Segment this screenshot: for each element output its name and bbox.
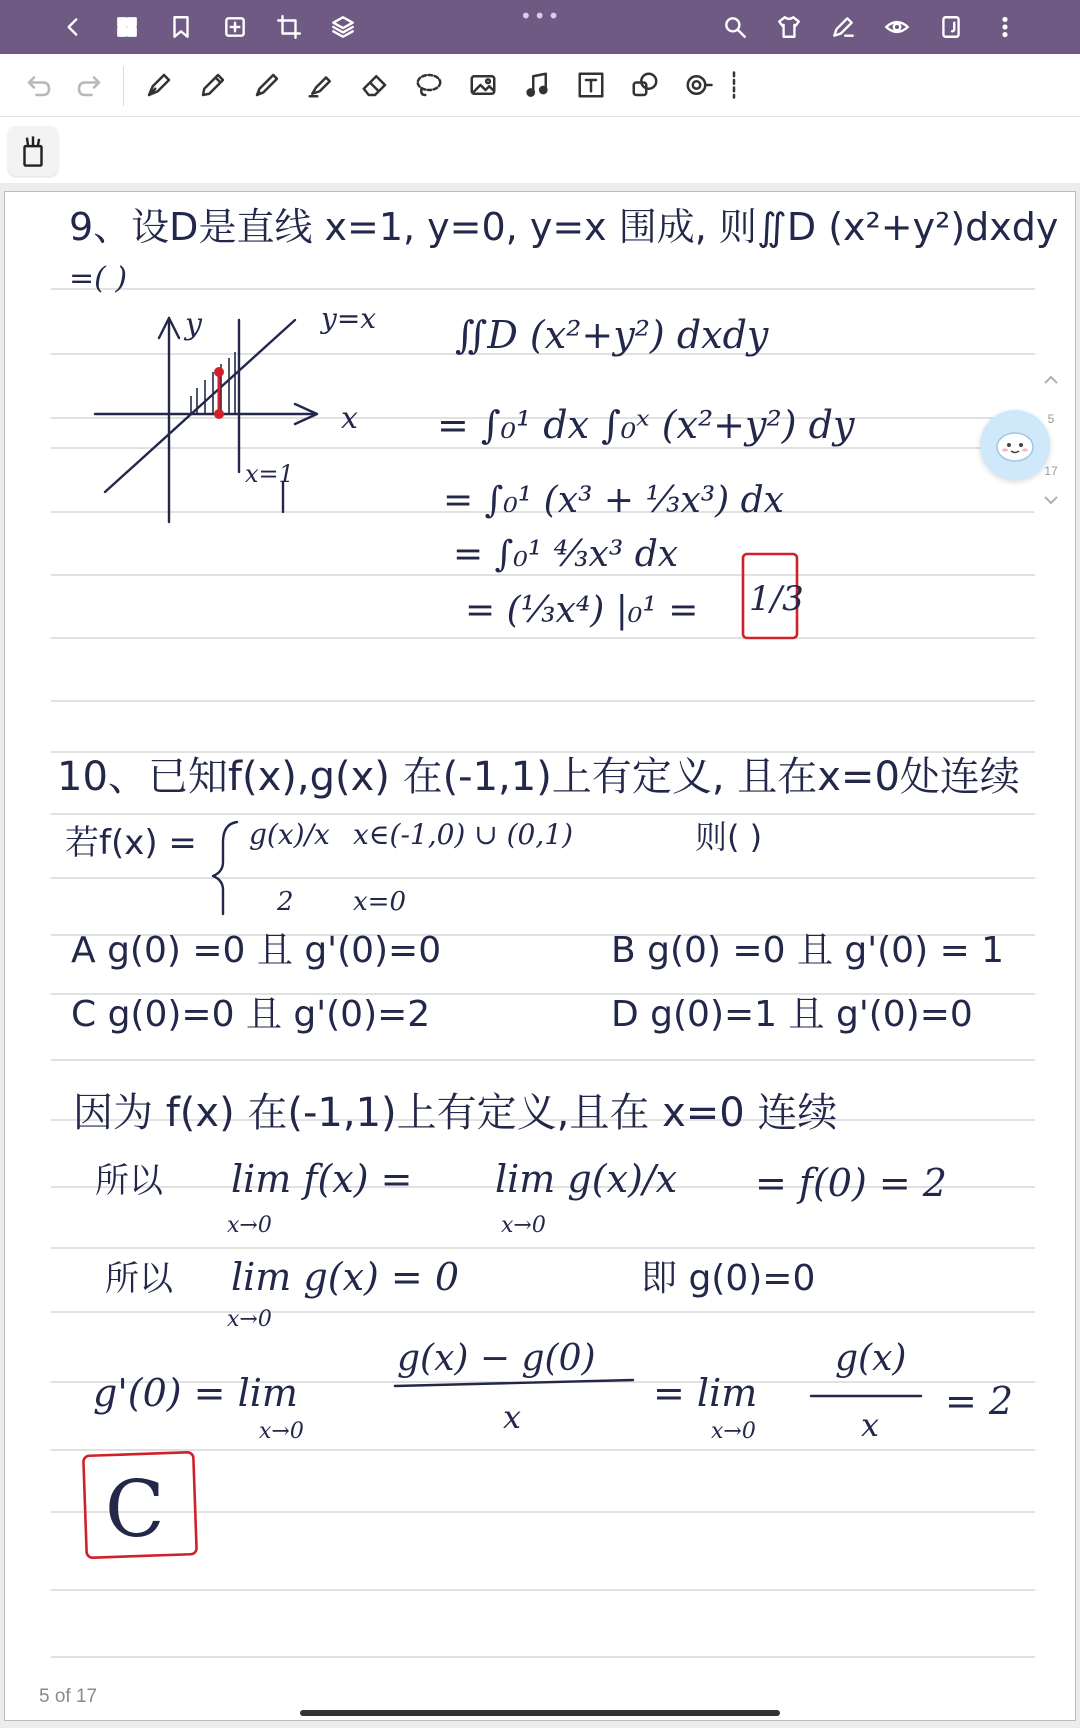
sol-line2-d: = f(0) = 2 (755, 1161, 947, 1205)
shirt-icon[interactable] (770, 8, 808, 46)
eye-icon[interactable] (878, 8, 916, 46)
sol-line2-sub2: x→0 (501, 1213, 546, 1238)
q10-case2-cond: x=0 (353, 887, 406, 917)
bookmark-icon[interactable] (162, 8, 200, 46)
tape-icon[interactable] (678, 64, 720, 106)
note-page[interactable] (4, 191, 1076, 1721)
q9-prompt: 9、设D是直线 x=1, y=0, y=x 围成, 则∬D (x²+y²)dxdy (69, 205, 1059, 249)
graph-line-label: y=x (321, 302, 377, 335)
q10-option-b: B g(0) =0 且 g'(0) = 1 (611, 930, 1005, 971)
search-icon[interactable] (716, 8, 754, 46)
q10-line2-prefix: 若f(x) = (65, 823, 197, 863)
graph-y-label: y (185, 307, 202, 342)
sol-line4-a: g'(0) = lim (93, 1371, 298, 1415)
q9-step5: = (⅓x⁴) |₀¹ = (465, 590, 699, 631)
final-answer: C (105, 1465, 165, 1555)
toolbar-divider (123, 66, 124, 106)
sol-line2-a: 所以 (95, 1161, 163, 1201)
q9-answer: 1/3 (749, 579, 804, 619)
eraser-icon[interactable] (354, 64, 396, 106)
page-counter: 5 of 17 (39, 1686, 98, 1707)
pencil-icon[interactable] (192, 64, 234, 106)
back-icon[interactable] (54, 8, 92, 46)
sol-line4-den2: x (861, 1406, 880, 1444)
highlighter-icon[interactable] (300, 64, 342, 106)
q10-line1: 10、已知f(x),g(x) 在(-1,1)上有定义, 且在x=0处连续 (57, 754, 1020, 800)
grid-icon[interactable] (108, 8, 146, 46)
sol-line3-sub: x→0 (227, 1307, 272, 1332)
sol-line3-a: 所以 (105, 1259, 173, 1299)
assistant-bubble-icon[interactable] (980, 410, 1050, 480)
q9-step4: = ∫₀¹ ⁴⁄₃x³ dx (453, 534, 679, 575)
scroller-current: 5 (1047, 412, 1055, 426)
home-indicator[interactable] (300, 1710, 780, 1716)
pen-holder-icon[interactable] (8, 126, 58, 176)
fraction-bar-1 (395, 1380, 633, 1386)
sol-line2-c: lim g(x)/x (495, 1157, 678, 1201)
sol-line4-num: g(x) − g(0) (397, 1338, 596, 1379)
text-icon[interactable] (570, 64, 612, 106)
pen-holder-strip (0, 117, 1080, 183)
q9-step1: ∬D (x²+y²) dxdy (455, 313, 769, 357)
sol-line2-sub1: x→0 (227, 1213, 272, 1238)
q9-step2: = ∫₀¹ dx ∫₀ˣ (x²+y²) dy (437, 403, 855, 447)
shapes-icon[interactable] (624, 64, 666, 106)
piecewise-brace (213, 822, 237, 914)
q10-option-d: D g(0)=1 且 g'(0)=0 (611, 994, 973, 1035)
redo-icon[interactable] (68, 64, 110, 106)
toolbar-overflow[interactable] (728, 64, 740, 106)
notebook-icon[interactable] (932, 8, 970, 46)
music-icon[interactable] (516, 64, 558, 106)
fountain-pen-icon[interactable] (138, 64, 180, 106)
lasso-icon[interactable] (408, 64, 450, 106)
more-icon[interactable] (986, 8, 1024, 46)
chevron-down-icon[interactable] (1042, 492, 1060, 506)
q9-blank: =( ) (69, 261, 128, 296)
sol-line4-sub2: x→0 (711, 1419, 756, 1444)
crop-icon[interactable] (270, 8, 308, 46)
layers-icon[interactable] (324, 8, 362, 46)
drag-handle[interactable]: ••• (520, 4, 562, 28)
q9-step3: = ∫₀¹ (x³ + ⅓x³) dx (443, 480, 784, 521)
sol-line3-c: 即 g(0)=0 (641, 1258, 816, 1299)
q10-option-a: A g(0) =0 且 g'(0)=0 (71, 930, 442, 971)
sol-line4-b: = lim (653, 1371, 758, 1415)
sol-line3-b: lim g(x) = 0 (231, 1255, 459, 1299)
sol-line4-sub1: x→0 (259, 1419, 304, 1444)
q10-then: 则( ) (695, 818, 763, 856)
sol-line2-b: lim f(x) = (231, 1157, 413, 1201)
graph-x-label: x (341, 401, 358, 436)
scroller-total: 17 (1044, 464, 1058, 478)
app-top-bar (0, 0, 1080, 54)
pen-edit-icon[interactable] (824, 8, 862, 46)
sol-line4-num2: g(x) (835, 1338, 907, 1379)
image-icon[interactable] (462, 64, 504, 106)
add-page-icon[interactable] (216, 8, 254, 46)
sol-line4-c: = 2 (945, 1379, 1014, 1423)
sol-line1: 因为 f(x) 在(-1,1)上有定义,且在 x=0 连续 (73, 1090, 838, 1136)
q9-graph (95, 302, 376, 522)
drawing-toolbar (0, 54, 1080, 117)
q10-option-c: C g(0)=0 且 g'(0)=2 (71, 994, 431, 1035)
undo-icon[interactable] (18, 64, 60, 106)
chevron-up-icon[interactable] (1042, 372, 1060, 386)
sol-line4-den: x (503, 1398, 522, 1436)
q10-case2-expr: 2 (277, 887, 294, 917)
ballpoint-pen-icon[interactable] (246, 64, 288, 106)
q10-case1-expr: g(x)/x (249, 818, 330, 851)
graph-vline-label: x=1 (245, 460, 294, 488)
q10-case1-cond: x∈(-1,0) ∪ (0,1) (353, 818, 573, 851)
